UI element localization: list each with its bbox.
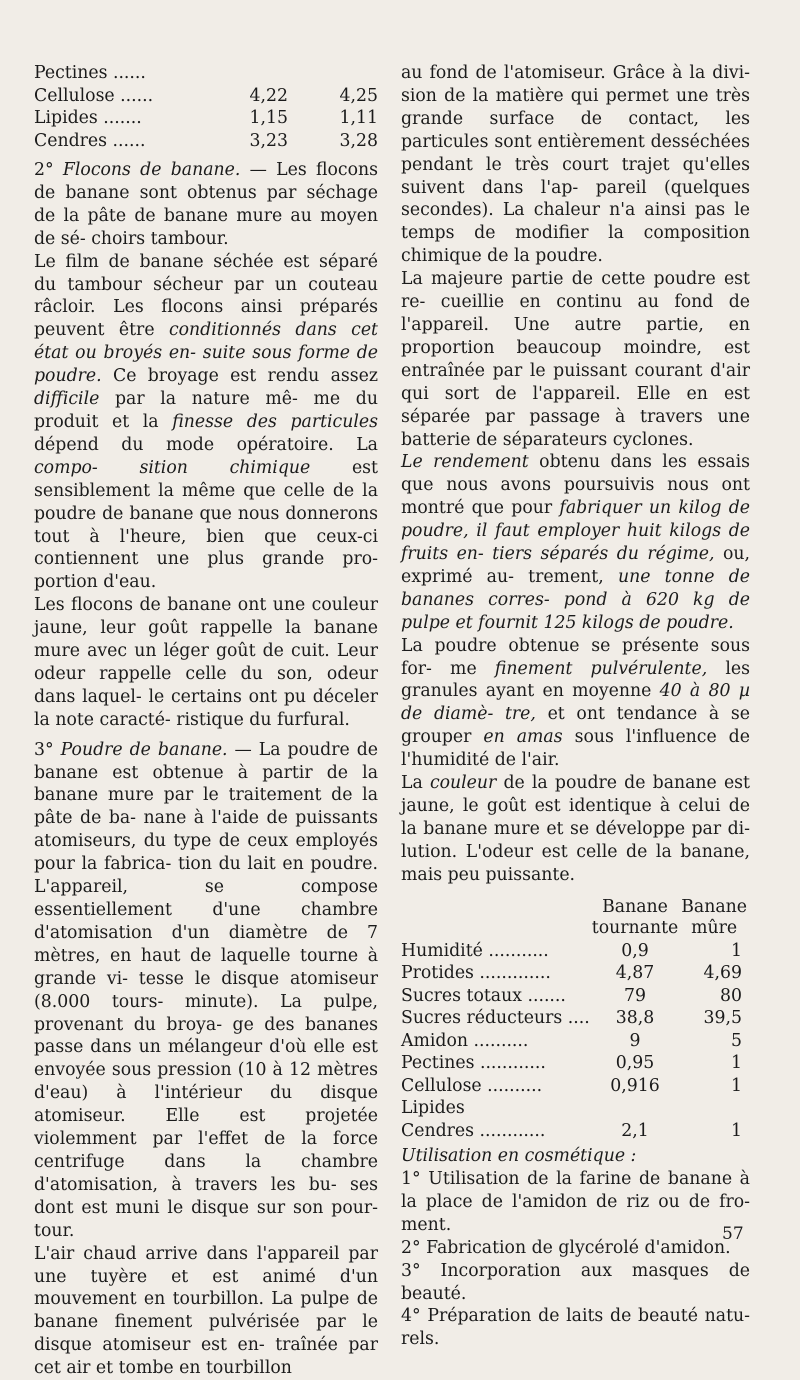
rendement-paragraph <box>401 451 750 634</box>
row-label: Protides ............. <box>401 963 551 984</box>
emphasis: conditionnés dans cet état ou broyés en- suite sous forme de poudre. <box>34 320 378 387</box>
list-item: 2° Fabrication de glycérolé d'amidon. <box>401 1237 731 1258</box>
flocons-paragraph <box>34 159 378 251</box>
column-header: Banane <box>681 896 748 917</box>
cell-value <box>592 1097 678 1120</box>
table-row <box>34 62 378 85</box>
cosmetique-title <box>401 1145 750 1168</box>
row-label: Sucres totaux ....... <box>401 985 566 1006</box>
cell-value: 5 <box>731 1030 742 1051</box>
cell-value: 4,87 <box>615 963 655 984</box>
flocons-paragraph-2 <box>34 251 378 595</box>
cell-value: 3,23 <box>249 130 288 151</box>
cell-value: 1 <box>731 1120 742 1141</box>
cell-value: 9 <box>629 1030 641 1051</box>
row-label: Cellulose ...... <box>34 85 154 106</box>
cell-value: 3,28 <box>339 130 378 151</box>
poudre-paragraph-2: L'air chaud arrive dans l'appareil par une tuyère et est animé d'un mouvement en tourbillon. La pulpe de banane finement pulvérisée par le disque atomiseur est en- traînée par cet air et tombe en tourbillon <box>34 1243 378 1379</box>
emphasis: Utilisation en cosmétique : <box>401 1146 637 1167</box>
emphasis: une tonne de bananes corres- pond à 620 kg de pulpe et fournit 125 kilogs de poudre. <box>401 566 750 633</box>
cell-value: 0,9 <box>621 940 649 961</box>
cosmetique-list <box>401 1168 750 1351</box>
row-label: Cendres ............ <box>401 1120 546 1141</box>
emphasis: couleur <box>429 773 497 794</box>
section-title: Flocons de banane. <box>62 160 241 180</box>
cell-value: 39,5 <box>703 1008 742 1029</box>
cell-value: 1,15 <box>249 108 288 128</box>
cell-value: 1 <box>731 1075 742 1096</box>
table-row <box>34 107 378 130</box>
row-label: Amidon .......... <box>401 1030 529 1051</box>
granules-paragraph <box>401 635 750 772</box>
atomiseur-paragraph: au fond de l'atomiseur. Grâce à la divi- sion de la matière qui permet une très grande surface de contact, les particules sont entièrement desséchées pendant le très court trajet qu'elles suivent dans l'ap- pareil (quelques secondes). La chaleur n'a ainsi pas le temps de modifier la composition chimique de la poudre. <box>401 63 750 267</box>
cell-value: 80 <box>720 985 742 1006</box>
cell-value: 0,916 <box>610 1075 660 1096</box>
text: sous l'influence de l'humidité de l'air. <box>401 727 750 771</box>
list-item: 1° Utilisation de la farine de banane à la place de l'amidon de riz ou de fro- ment. <box>401 1169 750 1235</box>
table-row <box>401 962 750 985</box>
table-row <box>401 1007 750 1030</box>
text: dépend du mode opératoire. La <box>34 434 378 455</box>
text: obtenu dans les essais que nous avons poursuivis nous ont montré que pour <box>401 452 751 519</box>
poudre-paragraph <box>34 739 378 1243</box>
list-item: 4° Préparation de laits de beauté natu- rels. <box>401 1306 750 1350</box>
column-header: mûre <box>691 918 738 939</box>
row-label: Cendres ...... <box>34 130 146 151</box>
cell-value: 2,1 <box>621 1120 649 1141</box>
cell-value <box>216 62 332 85</box>
text: les granules ayant en moyenne <box>401 658 750 702</box>
table-row <box>401 1120 750 1143</box>
table-row <box>34 130 378 153</box>
column-header: Banane <box>602 896 668 917</box>
table-row <box>401 1097 750 1120</box>
row-label: Cellulose .......... <box>401 1075 543 1096</box>
table-row <box>401 1075 750 1098</box>
row-label: Sucres réducteurs .... <box>401 1008 590 1029</box>
text: Le film de banane séchée est séparé du tambour sécheur par un couteau râcloir. Les flocons ainsi préparés peuvent être <box>34 251 378 341</box>
text: par la nature mê- me du produit et la <box>34 389 378 432</box>
text: ou, exprimé au- trement, <box>401 544 750 587</box>
table-row <box>401 940 750 963</box>
flocons-paragraph-3: Les flocons de banane ont une couleur jaune, leur goût rappelle la banane mure avec un léger goût de cuit. Leur odeur rappelle celle du son, odeur dans laquel- le certains ont pu déceler la note caracté- ristique du furfural. <box>34 595 378 730</box>
emphasis: finement pulvérulente, <box>494 658 708 679</box>
paragraph-text: — Les flocons de banane sont obtenus par séchage de la pâte de banane mure au moyen de sé- choirs tambour. <box>34 160 378 249</box>
text: La <box>401 773 423 794</box>
cell-value: 4,22 <box>249 85 288 106</box>
paragraph-text: — La poudre de banane est obtenue à partir de la banane mure par le traitement de la pâte de ba- nane à l'aide de puissants atomiseurs, du type de ceux employés pour la fabrica- tion du lait en poudre. L'appareil, se compose essentiellement d'une chambre d'atomisation d'un diamètre de 7 mètres, en haut de laquelle tourne à grande vi- tesse le disque atomiseur (8.000 tours- minute). La pulpe, provenant du broya- ge des bananes passe dans un mélangeur d'où elle est envoyée sous pression (10 à 12 mètres d'eau) à l'intérieur du disque atomiseur. Elle est projetée violemment par l'effet de la force centrifuge dans la chambre d'atomisation, à travers les bu- ses dont est muni le disque sur son pour- tour. <box>34 739 378 1241</box>
emphasis: finesse des particules <box>172 411 378 432</box>
recueil-paragraph: La majeure partie de cette poudre est re- cueillie en continu au fond de l'appareil. Une autre partie, en proportion beaucoup moindre, est entraînée par le puissant courant d'air qui sort de l'appareil. Elle en est séparée par passage à travers une batterie de séparateurs cyclones. <box>401 269 750 450</box>
table-row <box>34 85 378 108</box>
row-label: Pectines ...... <box>34 63 146 83</box>
row-label: Lipides <box>401 1098 465 1119</box>
emphasis: difficile <box>34 389 100 410</box>
text: La poudre obtenue se présente sous for- me <box>401 635 750 679</box>
page-number: 57 <box>722 1224 744 1244</box>
cell-value: 4,25 <box>339 85 378 106</box>
text: est sensiblement la même que celle de la poudre de banane que nous donnerons tout à l'heure, bien que ceux-ci contiennent une plus grande pro- portion d'eau. <box>34 457 378 593</box>
emphasis: compo- sition chimique <box>34 457 311 478</box>
text: et ont tendance à se grouper <box>401 704 750 748</box>
cell-value: 79 <box>624 985 646 1006</box>
row-label: Lipides ....... <box>34 108 142 128</box>
composition-table <box>401 897 750 1143</box>
table-row <box>401 1030 750 1053</box>
emphasis: fabriquer un kilog de poudre, il faut employer huit kilogs de fruits en- tiers séparés du régime, <box>401 498 750 565</box>
cell-value <box>332 62 378 85</box>
emphasis: en amas <box>483 727 563 748</box>
cell-value: 1,11 <box>339 108 378 128</box>
emphasis: 40 à 80 µ de diamè- tre, <box>401 681 750 725</box>
right-column <box>401 62 750 1351</box>
table-header-row <box>401 918 750 940</box>
section-number: 2° <box>34 160 54 180</box>
section-title: Poudre de banane. <box>60 739 228 760</box>
list-item: 3° Incorporation aux masques de beauté. <box>401 1260 750 1304</box>
left-column <box>34 62 378 1380</box>
section-number: 3° <box>34 739 54 760</box>
cell-value: 38,8 <box>615 1008 655 1029</box>
couleur-paragraph <box>401 772 750 887</box>
cell-value <box>678 1097 750 1120</box>
column-header: tournante <box>591 918 679 939</box>
cell-value: 4,69 <box>703 963 742 984</box>
table-row <box>401 985 750 1008</box>
cell-value: 1 <box>731 940 742 961</box>
table-row <box>401 1052 750 1075</box>
text: de la poudre de banane est jaune, le goût est identique à celui de la banane mure et se développe par di- lution. L'odeur est celle de la banane, mais peu puissante. <box>401 773 750 885</box>
cell-value: 1 <box>731 1053 742 1074</box>
row-label: Pectines ............ <box>401 1053 546 1074</box>
emphasis: Le rendement <box>401 452 529 473</box>
table-header-row <box>401 897 750 919</box>
cell-value: 0,95 <box>615 1053 655 1074</box>
composition-table-continued <box>34 62 378 152</box>
row-label: Humidité ........... <box>401 940 549 961</box>
text: Ce broyage est rendu assez <box>112 366 378 387</box>
